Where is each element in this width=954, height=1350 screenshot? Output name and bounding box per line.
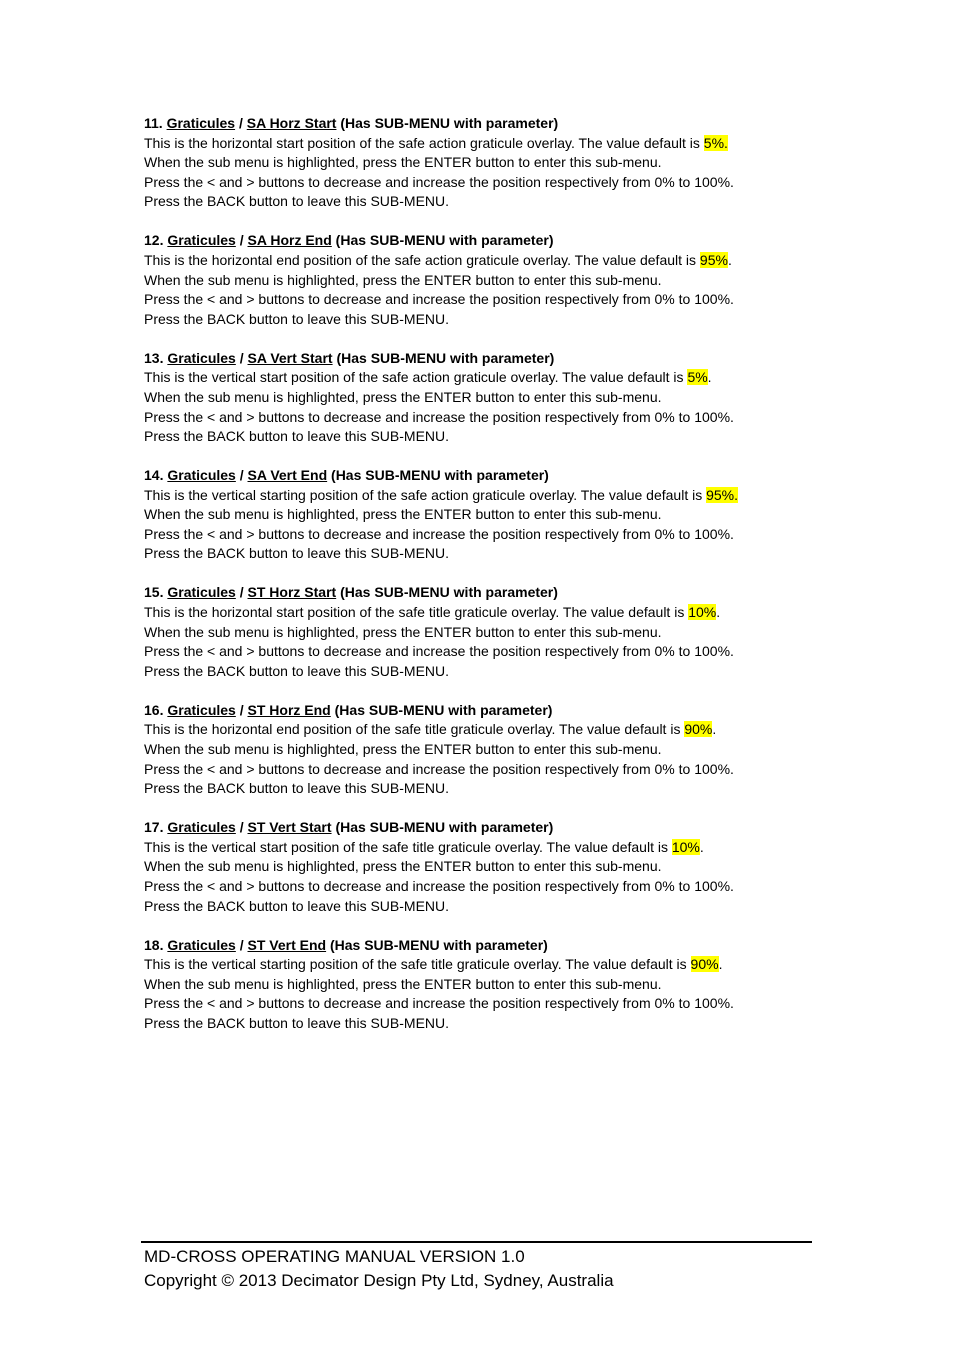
menu-section: [144, 583, 824, 681]
submenu-note: (Has SUB-MENU with parameter): [329, 936, 548, 953]
footer-rule: [141, 1241, 812, 1243]
section-heading: [144, 818, 824, 838]
path-separator: /: [239, 936, 244, 953]
default-value: 5%.: [703, 134, 728, 151]
section-heading: [144, 936, 824, 956]
back-instruction: Press the BACK button to leave this SUB-MENU.: [144, 1014, 450, 1031]
adjust-instruction: Press the < and > buttons to decrease and increase the position respectively from 0% to 100%.: [144, 643, 734, 660]
description-line: [144, 720, 824, 740]
description-line: [144, 955, 824, 975]
path-separator: /: [239, 232, 244, 249]
adjust-instruction: Press the < and > buttons to decrease and increase the position respectively from 0% to 100%.: [144, 408, 734, 425]
description-text: This is the horizontal end position of the safe action graticule overlay. The value default is: [144, 251, 700, 268]
default-value: 95%.: [706, 486, 739, 503]
description-line: [144, 368, 824, 388]
enter-instruction: When the sub menu is highlighted, press the ENTER button to enter this sub-menu.: [144, 623, 662, 640]
description-text: This is the horizontal start position of the safe action graticule overlay. The value default is: [144, 134, 704, 151]
menu-name: Graticules: [167, 936, 236, 953]
menu-name: Graticules: [167, 584, 236, 601]
default-value: 95%: [699, 251, 728, 268]
path-separator: /: [239, 467, 244, 484]
enter-instruction: When the sub menu is highlighted, press the ENTER button to enter this sub-menu.: [144, 271, 662, 288]
section-number: 16.: [144, 701, 164, 718]
back-instruction: Press the BACK button to leave this SUB-MENU.: [144, 310, 450, 327]
back-instruction: Press the BACK button to leave this SUB-MENU.: [144, 897, 450, 914]
description-end: .: [718, 956, 723, 973]
menu-name: Graticules: [167, 467, 236, 484]
enter-instruction: When the sub menu is highlighted, press the ENTER button to enter this sub-menu.: [144, 975, 662, 992]
submenu-note: (Has SUB-MENU with parameter): [335, 232, 554, 249]
footer-title: MD-CROSS OPERATING MANUAL VERSION 1.0: [144, 1247, 525, 1266]
menu-section: [144, 349, 824, 447]
adjust-instruction: Press the < and > buttons to decrease and increase the position respectively from 0% to 100%.: [144, 995, 734, 1012]
menu-item-name: ST Horz Start: [247, 584, 337, 601]
enter-instruction: When the sub menu is highlighted, press the ENTER button to enter this sub-menu.: [144, 740, 662, 757]
menu-section: [144, 818, 824, 916]
adjust-instruction: Press the < and > buttons to decrease and increase the position respectively from 0% to 100%.: [144, 877, 734, 894]
description-end: .: [699, 838, 704, 855]
menu-name: Graticules: [166, 115, 236, 131]
section-number: 12.: [144, 232, 164, 249]
adjust-instruction: Press the < and > buttons to decrease and increase the position respectively from 0% to 100%.: [144, 760, 734, 777]
menu-section: [144, 466, 824, 564]
submenu-note: (Has SUB-MENU with parameter): [340, 584, 558, 601]
default-value: 10%: [688, 604, 717, 621]
section-number: 14.: [144, 467, 164, 484]
description-end: .: [712, 721, 717, 738]
menu-name: Graticules: [167, 819, 236, 836]
path-separator: /: [239, 584, 244, 601]
section-heading: [144, 349, 824, 369]
menu-section: [144, 936, 824, 1034]
section-number: 11.: [144, 115, 163, 131]
path-separator: /: [239, 819, 244, 836]
back-instruction: Press the BACK button to leave this SUB-MENU.: [144, 545, 450, 562]
default-value: 10%: [671, 838, 700, 855]
section-heading: [144, 583, 824, 603]
footer-copyright: Copyright © 2013 Decimator Design Pty Ltd, Sydney, Australia: [144, 1271, 614, 1290]
section-heading: [144, 231, 824, 251]
description-text: This is the vertical starting position of the safe title graticule overlay. The value default is: [144, 956, 691, 973]
menu-section: [144, 231, 824, 329]
submenu-note: (Has SUB-MENU with parameter): [336, 349, 555, 366]
back-instruction: Press the BACK button to leave this SUB-MENU.: [144, 428, 450, 445]
submenu-note: (Has SUB-MENU with parameter): [340, 115, 559, 131]
description-text: This is the vertical start position of the safe action graticule overlay. The value default is: [144, 369, 688, 386]
description-line: [144, 134, 824, 154]
section-number: 15.: [144, 584, 164, 601]
menu-item-name: SA Horz Start: [246, 115, 337, 131]
section-number: 18.: [144, 936, 164, 953]
footer: [144, 1245, 614, 1293]
description-line: [144, 251, 824, 271]
menu-name: Graticules: [167, 349, 236, 366]
menu-section: [144, 114, 824, 212]
description-end: .: [727, 251, 732, 268]
menu-name: Graticules: [167, 701, 236, 718]
enter-instruction: When the sub menu is highlighted, press the ENTER button to enter this sub-menu.: [144, 858, 662, 875]
section-number: 13.: [144, 349, 164, 366]
submenu-note: (Has SUB-MENU with parameter): [334, 701, 553, 718]
menu-item-name: ST Vert Start: [247, 819, 332, 836]
menu-item-name: SA Horz End: [247, 232, 332, 249]
description-line: [144, 486, 824, 506]
adjust-instruction: Press the < and > buttons to decrease and increase the position respectively from 0% to 100%.: [144, 525, 734, 542]
menu-section: [144, 701, 824, 799]
description-line: [144, 838, 824, 858]
back-instruction: Press the BACK button to leave this SUB-MENU.: [144, 193, 450, 210]
menu-item-name: SA Vert End: [247, 467, 328, 484]
menu-item-name: SA Vert Start: [247, 349, 333, 366]
back-instruction: Press the BACK button to leave this SUB-MENU.: [144, 662, 450, 679]
adjust-instruction: Press the < and > buttons to decrease and increase the position respectively from 0% to 100%.: [144, 291, 734, 308]
document-body: [144, 114, 824, 1053]
default-value: 5%: [687, 369, 708, 386]
enter-instruction: When the sub menu is highlighted, press the ENTER button to enter this sub-menu.: [144, 388, 662, 405]
description-end: .: [707, 369, 712, 386]
default-value: 90%: [690, 956, 719, 973]
description-text: This is the horizontal end position of the safe title graticule overlay. The value default is: [144, 721, 685, 738]
adjust-instruction: Press the < and > buttons to decrease and increase the position respectively from 0% to 100%.: [144, 173, 734, 190]
section-heading: [144, 701, 824, 721]
enter-instruction: When the sub menu is highlighted, press the ENTER button to enter this sub-menu.: [144, 506, 662, 523]
section-number: 17.: [144, 819, 164, 836]
menu-item-name: ST Horz End: [247, 701, 331, 718]
default-value: 90%: [684, 721, 713, 738]
description-text: This is the vertical starting position of the safe action graticule overlay. The value default is: [144, 486, 707, 503]
description-line: [144, 603, 824, 623]
submenu-note: (Has SUB-MENU with parameter): [335, 819, 554, 836]
path-separator: /: [239, 701, 244, 718]
path-separator: /: [238, 115, 243, 131]
description-text: This is the horizontal start position of the safe title graticule overlay. The value default is: [144, 604, 689, 621]
path-separator: /: [239, 349, 244, 366]
submenu-note: (Has SUB-MENU with parameter): [331, 467, 549, 484]
description-text: This is the vertical start position of the safe title graticule overlay. The value default is: [144, 838, 672, 855]
description-end: .: [716, 604, 721, 621]
section-heading: [144, 466, 824, 486]
menu-item-name: ST Vert End: [247, 936, 327, 953]
back-instruction: Press the BACK button to leave this SUB-MENU.: [144, 780, 450, 797]
enter-instruction: When the sub menu is highlighted, press the ENTER button to enter this sub-menu.: [144, 154, 662, 171]
menu-name: Graticules: [167, 232, 236, 249]
section-heading: [144, 114, 824, 134]
